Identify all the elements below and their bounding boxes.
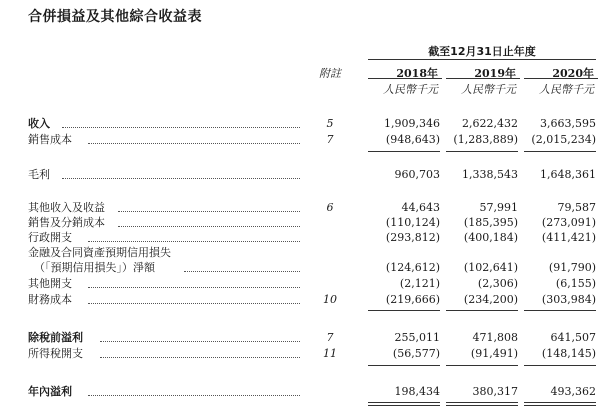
column-year-2020: 2020年 bbox=[552, 67, 594, 80]
dot-leader bbox=[100, 341, 300, 342]
subtotal-rule bbox=[524, 365, 596, 366]
dot-leader bbox=[88, 395, 300, 396]
table-row-admin-expenses bbox=[0, 231, 607, 245]
row-label: 銷售成本 bbox=[28, 133, 72, 146]
table-row-ecl-heading bbox=[0, 246, 607, 260]
dot-leader bbox=[118, 226, 300, 227]
subtotal-rule bbox=[446, 151, 518, 152]
row-value-2019: (1,283,889) bbox=[453, 133, 518, 146]
row-value-2019: (234,200) bbox=[463, 293, 518, 306]
row-value-2018: 1,909,346 bbox=[384, 117, 440, 130]
row-note: 5 bbox=[326, 117, 334, 130]
table-row-gross-profit bbox=[0, 168, 607, 182]
table-row-other-expenses bbox=[0, 277, 607, 291]
row-label: 所得稅開支 bbox=[28, 347, 83, 360]
row-value-2019: (400,184) bbox=[463, 231, 518, 244]
row-value-2018: 44,643 bbox=[401, 201, 440, 214]
column-rule-2020 bbox=[524, 78, 598, 79]
column-unit-2018: 人民幣千元 bbox=[383, 83, 438, 96]
row-label: 其他開支 bbox=[28, 277, 72, 290]
subtotal-rule bbox=[368, 365, 440, 366]
subtotal-rule bbox=[446, 365, 518, 366]
subtotal-rule bbox=[446, 310, 518, 311]
dot-leader bbox=[118, 211, 300, 212]
column-year-2019: 2019年 bbox=[474, 67, 516, 80]
dot-leader bbox=[88, 287, 300, 288]
period-header: 截至12月31日止年度 bbox=[428, 45, 536, 58]
row-value-2020: (273,091) bbox=[541, 216, 596, 229]
row-label: 除稅前溢利 bbox=[28, 331, 83, 344]
column-unit-2019: 人民幣千元 bbox=[461, 83, 516, 96]
table-row-other-income bbox=[0, 201, 607, 215]
table-row-finance-costs bbox=[0, 293, 607, 307]
column-rule-2019 bbox=[446, 78, 520, 79]
subtotal-rule bbox=[524, 151, 596, 152]
table-row-cost-of-sales bbox=[0, 133, 607, 147]
row-value-2018: (948,643) bbox=[385, 133, 440, 146]
row-label: 收入 bbox=[28, 117, 50, 130]
row-label: 行政開支 bbox=[28, 231, 72, 244]
table-row-revenue bbox=[0, 117, 607, 131]
row-value-2019: 1,338,543 bbox=[462, 168, 518, 181]
row-note: 11 bbox=[323, 347, 337, 360]
total-double-rule bbox=[524, 402, 596, 406]
row-note: 7 bbox=[326, 331, 334, 344]
statement-title: 合併損益及其他綜合收益表 bbox=[28, 9, 202, 25]
column-year-2018: 2018年 bbox=[396, 67, 438, 80]
table-row-profit-before-tax bbox=[0, 331, 607, 345]
table-row-ecl-net bbox=[0, 261, 607, 275]
row-value-2020: (148,145) bbox=[541, 347, 596, 360]
row-note: 10 bbox=[323, 293, 337, 306]
subtotal-rule bbox=[368, 151, 440, 152]
row-value-2020: (303,984) bbox=[541, 293, 596, 306]
row-value-2019: 471,808 bbox=[472, 331, 518, 344]
row-label: 金融及合同資產預期信用損失 bbox=[28, 246, 171, 259]
column-unit-2020: 人民幣千元 bbox=[539, 83, 594, 96]
row-note: 7 bbox=[326, 133, 334, 146]
row-value-2018: (110,124) bbox=[385, 216, 440, 229]
row-value-2019: (2,306) bbox=[477, 277, 518, 290]
dot-leader bbox=[100, 357, 300, 358]
row-label: 年內溢利 bbox=[28, 385, 72, 398]
row-value-2020: 1,648,361 bbox=[540, 168, 596, 181]
table-row-income-tax bbox=[0, 347, 607, 361]
row-value-2019: (102,641) bbox=[463, 261, 518, 274]
row-label: 毛利 bbox=[28, 168, 50, 181]
row-value-2019: 2,622,432 bbox=[462, 117, 518, 130]
row-value-2020: (411,421) bbox=[541, 231, 596, 244]
row-value-2020: 641,507 bbox=[550, 331, 596, 344]
dot-leader bbox=[88, 143, 300, 144]
row-value-2020: 79,587 bbox=[557, 201, 596, 214]
row-value-2019: (185,395) bbox=[463, 216, 518, 229]
row-label: 財務成本 bbox=[28, 293, 72, 306]
dot-leader bbox=[62, 178, 300, 179]
row-value-2018: (2,121) bbox=[399, 277, 440, 290]
row-value-2018: (124,612) bbox=[385, 261, 440, 274]
row-value-2018: (219,666) bbox=[385, 293, 440, 306]
row-note: 6 bbox=[326, 201, 334, 214]
row-value-2018: 198,434 bbox=[394, 385, 440, 398]
row-value-2019: (91,491) bbox=[470, 347, 518, 360]
dot-leader bbox=[88, 241, 300, 242]
row-value-2020: (6,155) bbox=[555, 277, 596, 290]
row-value-2018: (56,577) bbox=[392, 347, 440, 360]
row-label: （「預期信用損失」）淨額 bbox=[34, 261, 155, 274]
table-row-profit-for-year bbox=[0, 385, 607, 399]
total-double-rule bbox=[446, 402, 518, 406]
row-value-2020: 493,362 bbox=[550, 385, 596, 398]
row-label: 銷售及分銷成本 bbox=[28, 216, 105, 229]
row-value-2019: 57,991 bbox=[479, 201, 518, 214]
total-double-rule bbox=[368, 402, 440, 406]
row-value-2018: 960,703 bbox=[394, 168, 440, 181]
row-value-2020: (91,790) bbox=[548, 261, 596, 274]
row-value-2019: 380,317 bbox=[472, 385, 518, 398]
subtotal-rule bbox=[368, 310, 440, 311]
dot-leader bbox=[184, 271, 300, 272]
row-value-2018: (293,812) bbox=[385, 231, 440, 244]
dot-leader bbox=[62, 127, 300, 128]
row-value-2020: 3,663,595 bbox=[540, 117, 596, 130]
period-rule bbox=[368, 59, 596, 60]
column-rule-2018 bbox=[368, 78, 442, 79]
note-header: 附註 bbox=[319, 67, 341, 80]
row-label: 其他收入及收益 bbox=[28, 201, 105, 214]
dot-leader bbox=[88, 303, 300, 304]
subtotal-rule bbox=[524, 310, 596, 311]
row-value-2020: (2,015,234) bbox=[531, 133, 596, 146]
row-value-2018: 255,011 bbox=[394, 331, 440, 344]
table-row-selling-costs bbox=[0, 216, 607, 230]
